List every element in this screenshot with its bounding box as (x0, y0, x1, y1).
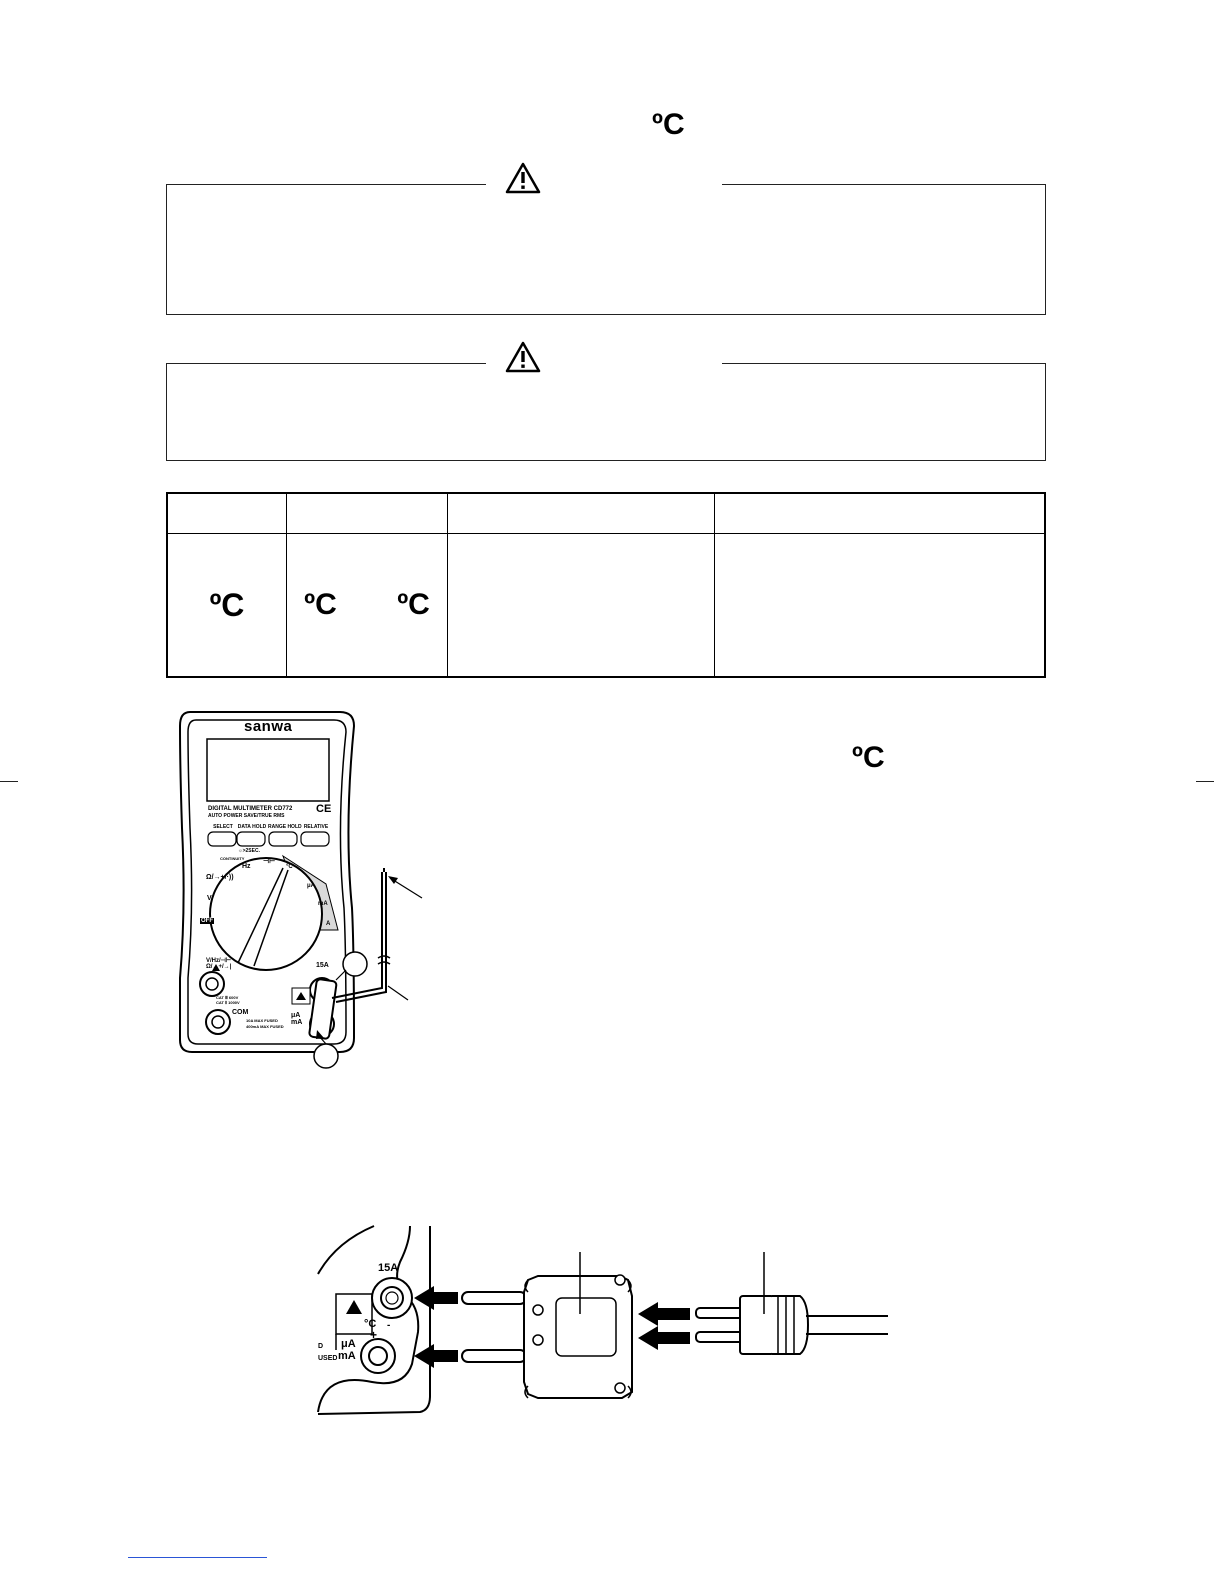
adapter-label-d: D (318, 1343, 324, 1350)
header-degree-symbol: ºC (652, 108, 685, 141)
adapter-label-ma: mA (338, 1350, 356, 1362)
continuity-label: CONTINUITY (220, 856, 245, 861)
table-header-cell (448, 493, 715, 533)
dial-label-ohm: Ω/→+/·)) (206, 874, 234, 881)
meter-brand: sanwa (244, 718, 293, 735)
adapter-label-15a: 15A (378, 1262, 399, 1274)
table-cell (448, 533, 715, 677)
data-hold-button[interactable]: DATA HOLD (237, 824, 267, 830)
degree-symbol: ºC (304, 587, 337, 621)
adapter-label-minus: - (387, 1320, 391, 1331)
cat-rating-1: CAT Ⅲ 600V (216, 995, 239, 1000)
terminal-label-ohm: Ω/→+/→| (206, 964, 232, 970)
adapter-label-used: USED (318, 1355, 338, 1362)
adapter-illustration (316, 1222, 892, 1418)
dial-label-off: OFF (201, 918, 213, 924)
table-header-cell (287, 493, 448, 533)
warning-triangle-icon (505, 162, 541, 194)
dial-label-temperature: °C (286, 864, 293, 870)
dial-label-a: A (326, 921, 331, 927)
degree-symbol: ºC (209, 586, 245, 623)
backlight-label: ☼>2SEC. (238, 848, 260, 854)
cut-mark-right (1196, 781, 1214, 782)
dial-label-v: V (207, 895, 212, 902)
adapter-label-ua: μA (341, 1338, 356, 1350)
dial-label-capacitance: ⊣⊢ (263, 858, 276, 865)
adapter-label-plus: + (370, 1328, 378, 1342)
terminal-label-vhz: V/Hz/⊣⊢ (206, 958, 232, 964)
warning-box-1 (166, 184, 1046, 315)
terminal-label-15a: 15A (316, 962, 329, 969)
cut-mark-left (0, 781, 18, 782)
multimeter-illustration (176, 708, 442, 1070)
meter-subtitle: AUTO POWER SAVE/TRUE RMS (208, 813, 285, 819)
meter-model: DIGITAL MULTIMETER CD772 (208, 806, 293, 812)
dial-label-ma: mA (318, 901, 328, 907)
terminal-label-ua: μA (291, 1012, 301, 1019)
table-cell-range (287, 533, 448, 677)
fuse-label-1: 10A MAX FUSED (246, 1018, 278, 1023)
dial-label-hz: Hz (242, 863, 251, 870)
table-cell (715, 533, 1046, 677)
terminal-label-com: COM (232, 1009, 249, 1016)
relative-button[interactable]: RELATIVE (303, 824, 329, 830)
warning-triangle-icon (505, 341, 541, 373)
cat-rating-2: CAT Ⅱ 1000V (216, 1000, 240, 1005)
fuse-label-2: 400mA MAX FUSED (246, 1024, 284, 1029)
range-hold-button[interactable]: RANGE HOLD (268, 824, 302, 830)
table-header-cell (715, 493, 1046, 533)
table-header-cell (167, 493, 287, 533)
ce-mark: CE (316, 803, 332, 815)
adapter-label-degc: °C (364, 1318, 377, 1330)
warning-box-2 (166, 363, 1046, 461)
footer-rule (128, 1557, 267, 1558)
table-cell-function (167, 533, 287, 677)
meter-section-degree-symbol: ºC (852, 741, 885, 774)
spec-table (166, 492, 1046, 678)
select-button[interactable]: SELECT (213, 824, 233, 830)
degree-symbol: ºC (397, 587, 430, 621)
dial-label-ua: μA (307, 883, 316, 889)
terminal-label-ma: mA (291, 1019, 303, 1026)
